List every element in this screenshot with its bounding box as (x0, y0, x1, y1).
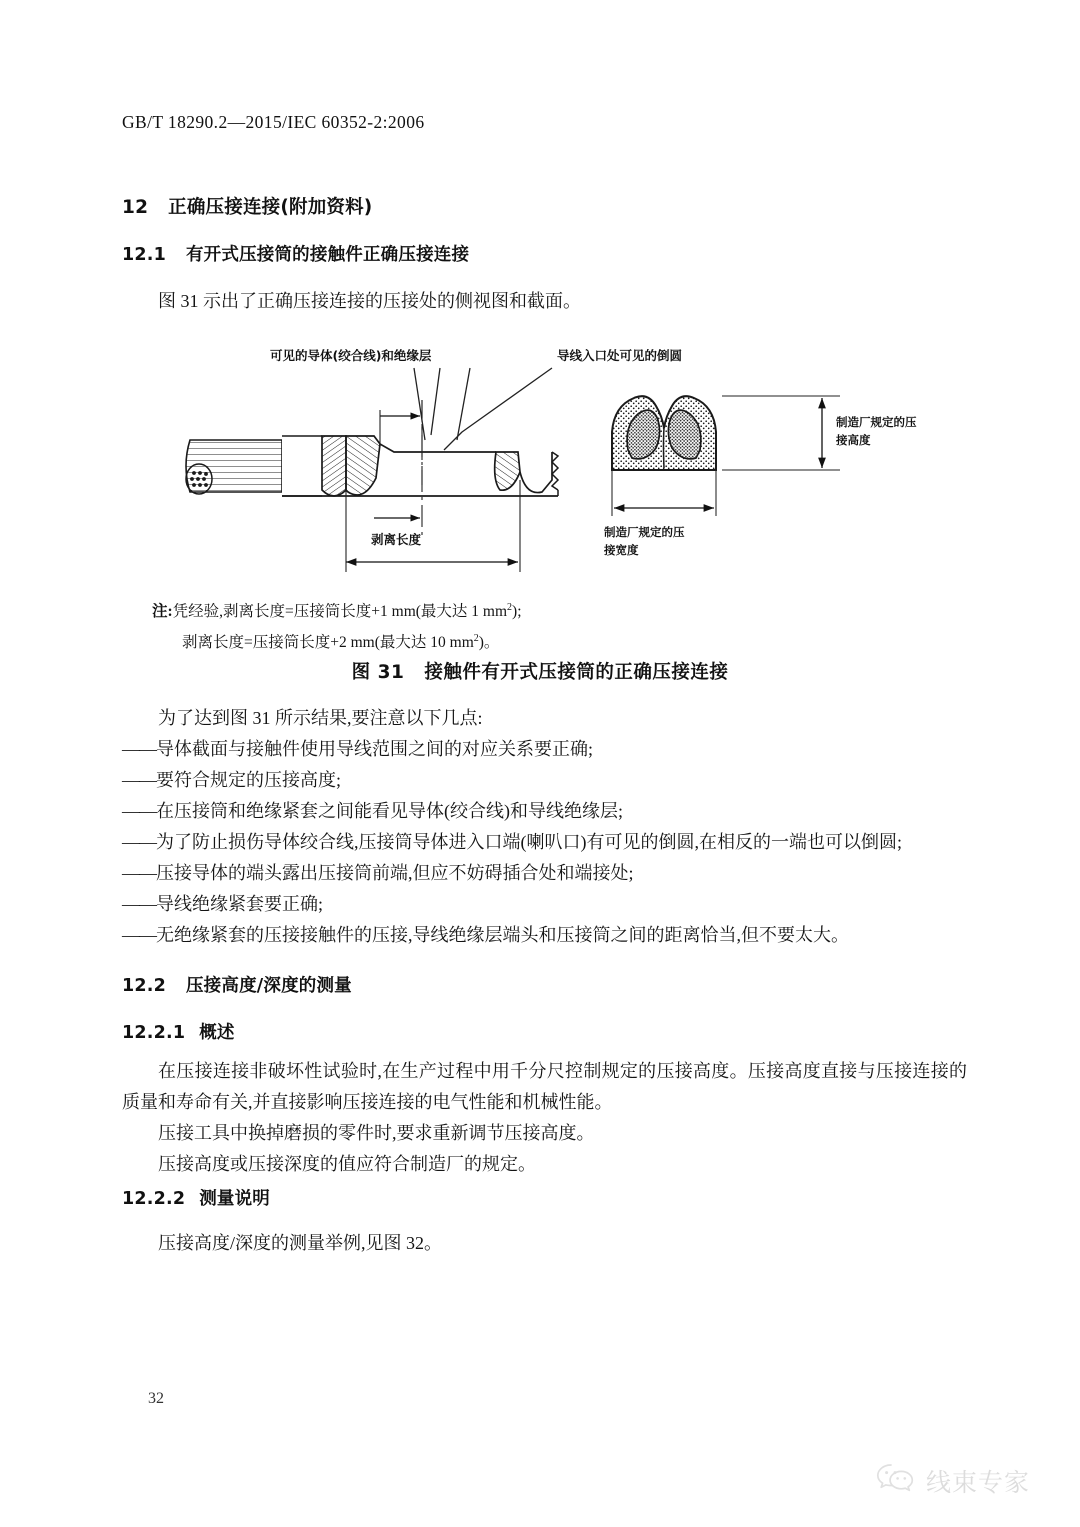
clause-12-2-1-para-2: 压接工具中换掉磨损的零件时,要求重新调节压接高度。 (158, 1123, 595, 1143)
figure-dim-crimp-height-line1: 制造厂规定的压 (836, 415, 917, 429)
clause-12-2-2-number: 12.2.2 (122, 1189, 186, 1209)
figure-31-caption-label: 图 31 (351, 662, 405, 683)
note-label: 注: (152, 603, 173, 621)
clause-12-1-intro: 图 31 示出了正确压接连接的压接处的侧视图和截面。 (158, 291, 581, 311)
requirement-item-5 (122, 858, 967, 889)
clause-12-2-1-heading (122, 1019, 967, 1044)
clause-12-2-1-para-1: 在压接连接非破坏性试验时,在生产过程中用千分尺控制规定的压接高度。压接高度直接与压接连接的质量和寿命有关,并直接影响压接连接的电气性能和机械性能。 (122, 1061, 967, 1112)
clause-12-2-1-para-3: 压接高度或压接深度的值应符合制造厂的规定。 (158, 1154, 536, 1174)
requirement-text-2: 要符合规定的压接高度; (156, 770, 341, 790)
figure-dim-crimp-height-line2: 接高度 (836, 433, 871, 447)
watermark (876, 1462, 1030, 1499)
requirement-item-2 (122, 765, 967, 796)
dash-6: —— (122, 894, 156, 914)
note-line-1: 凭经验,剥离长度=压接筒长度+1 mm(最大达 1 mm (172, 603, 508, 621)
note-line-1-tail: ); (512, 603, 522, 621)
clause-12-2-1-title: 概述 (199, 1023, 235, 1043)
clause-12-1-title: 有开式压接筒的接触件正确压接连接 (185, 245, 470, 265)
clause-12-2-2-para-1: 压接高度/深度的测量举例,见图 32。 (158, 1233, 442, 1253)
clause-12-2-2-heading (122, 1185, 967, 1210)
requirement-text-3: 在压接筒和绝缘紧套之间能看见导体(绞合线)和导线绝缘层; (156, 801, 623, 821)
requirement-text-1: 导体截面与接触件使用导线范围之间的对应关系要正确; (156, 739, 593, 759)
figure-callout-conductor-insulation: 可见的导体(绞合线)和绝缘层 (270, 348, 432, 363)
figure-31 (122, 340, 967, 590)
dash-2: —— (122, 770, 156, 790)
clause-12-2-2-title: 测量说明 (199, 1189, 271, 1209)
clause-12-2-title: 压接高度/深度的测量 (185, 976, 352, 996)
clause-12-2-number: 12.2 (122, 976, 166, 996)
figure-dim-crimp-width-line1: 制造厂规定的压 (604, 525, 685, 539)
requirement-text-4: 为了防止损伤导体绞合线,压接筒导体进入口端(喇叭口)有可见的倒圆,在相反的一端也可以倒圆; (156, 832, 902, 852)
wechat-icon (876, 1462, 916, 1499)
clause-12-2-heading (122, 972, 967, 997)
note-line-2-tail: )。 (478, 634, 500, 652)
figure-31-note (152, 594, 852, 656)
figure-31-caption (0, 658, 1080, 684)
dash-4: —— (122, 832, 156, 852)
dash-1: —— (122, 739, 156, 759)
clause-12-2-1-number: 12.2.1 (122, 1023, 186, 1043)
standard-number-header: GB/T 18290.2—2015/IEC 60352-2:2006 (122, 112, 425, 132)
clause-12-number: 12 (122, 197, 149, 218)
figure-dim-strip-length: 剥离长度 (371, 532, 422, 547)
watermark-text: 线束专家 (926, 1467, 1031, 1497)
note-line-1-sup: 2 (507, 602, 513, 613)
figure-31-caption-text: 接触件有开式压接筒的正确压接连接 (424, 662, 729, 683)
dash-7: —— (122, 925, 156, 945)
dash-3: —— (122, 801, 156, 821)
requirement-item-3 (122, 796, 967, 827)
note-line-2-sup: 2 (473, 633, 479, 645)
note-line-2: 剥离长度=压接筒长度+2 mm(最大达 10 mm (182, 634, 474, 652)
requirement-item-6 (122, 889, 967, 920)
clause-12-1-number: 12.1 (122, 245, 166, 265)
requirements-lead: 为了达到图 31 所示结果,要注意以下几点: (158, 708, 483, 728)
requirement-item-7 (122, 920, 967, 951)
requirement-text-6: 导线绝缘紧套要正确; (156, 894, 324, 914)
requirement-item-1 (122, 734, 967, 765)
figure-dim-crimp-width-line2: 接宽度 (604, 543, 639, 557)
figure-callout-bellmouth: 导线入口处可见的倒圆 (557, 348, 683, 363)
requirement-text-5: 压接导体的端头露出压接筒前端,但应不妨碍插合处和端接处; (156, 863, 634, 883)
requirement-text-7: 无绝缘紧套的压接接触件的压接,导线绝缘层端头和压接筒之间的距离恰当,但不要太大。 (156, 925, 849, 945)
clause-12-1-heading (122, 241, 967, 266)
requirement-item-4 (122, 827, 967, 858)
clause-12-title: 正确压接连接(附加资料) (168, 197, 373, 218)
dash-5: —— (122, 863, 156, 883)
clause-12-heading (122, 193, 967, 219)
page-number: 32 (148, 1390, 164, 1407)
